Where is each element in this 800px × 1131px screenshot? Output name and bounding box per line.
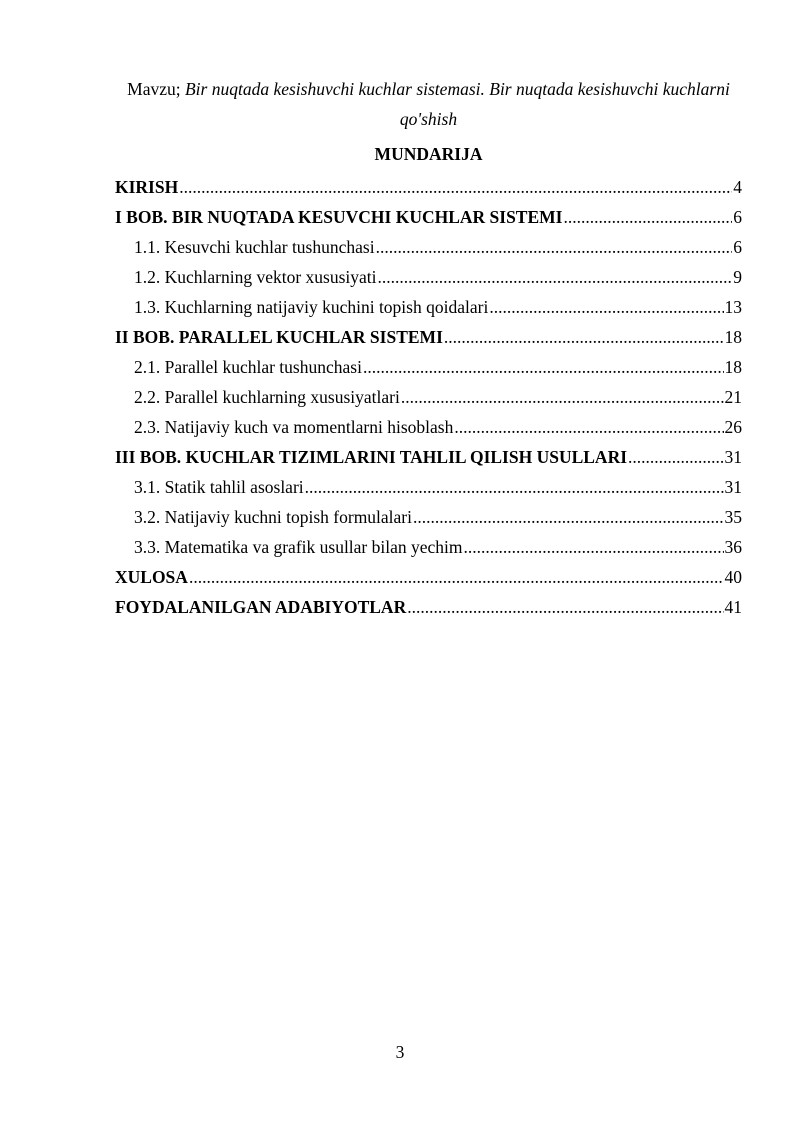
toc-entry[interactable]: [115, 232, 742, 262]
toc-entry-title: 1.1. Kesuvchi kuchlar tushunchasi: [134, 237, 375, 257]
toc-dot-leader: [444, 322, 724, 352]
toc-entry-title: I BOB. BIR NUQTADA KESUVCHI KUCHLAR SISTEMI: [115, 207, 563, 227]
toc-entry[interactable]: [115, 532, 742, 562]
toc-entry[interactable]: [115, 592, 742, 622]
toc-dot-leader: [378, 262, 733, 292]
toc-entry[interactable]: [115, 472, 742, 502]
toc-entry-title: 2.1. Parallel kuchlar tushunchasi: [134, 357, 362, 377]
toc-entry-title: 3.3. Matematika va grafik usullar bilan yechim: [134, 537, 463, 557]
toc-dot-leader: [401, 382, 724, 412]
toc-entry-title: XULOSA: [115, 567, 188, 587]
toc-entry[interactable]: [115, 322, 742, 352]
toc-entry-page: 9: [733, 267, 742, 287]
toc-entry-page: 40: [724, 567, 742, 587]
toc-dot-leader: [563, 202, 732, 232]
toc-entry-page: 26: [724, 417, 742, 437]
toc-entry-title: KIRISH: [115, 177, 179, 197]
toc-dot-leader: [413, 502, 723, 532]
toc-dot-leader: [628, 442, 723, 472]
toc-dot-leader: [376, 232, 733, 262]
toc-entry[interactable]: [115, 502, 742, 532]
table-of-contents: [115, 172, 742, 622]
toc-entry-title: 3.2. Natijaviy kuchni topish formulalari: [134, 507, 413, 527]
toc-dot-leader: [489, 292, 723, 322]
toc-entry-page: 21: [724, 387, 742, 407]
toc-dot-leader: [363, 352, 724, 382]
topic-title: Bir nuqtada kesishuvchi kuchlar sistemasi. Bir nuqtada kesishuvchi kuchlarni qo'shish: [184, 79, 730, 129]
toc-entry-page: 18: [724, 357, 742, 377]
toc-entry-page: 41: [724, 597, 742, 617]
toc-entry[interactable]: [115, 202, 742, 232]
toc-entry[interactable]: [115, 352, 742, 382]
toc-entry[interactable]: [115, 562, 742, 592]
toc-dot-leader: [454, 412, 723, 442]
toc-entry[interactable]: [115, 412, 742, 442]
toc-entry[interactable]: [115, 382, 742, 412]
toc-entry[interactable]: [115, 172, 742, 202]
toc-entry[interactable]: [115, 262, 742, 292]
toc-entry-page: 36: [724, 537, 742, 557]
toc-dot-leader: [189, 562, 724, 592]
toc-entry[interactable]: [115, 442, 742, 472]
toc-entry-page: 18: [724, 327, 742, 347]
toc-entry-page: 13: [724, 297, 742, 317]
topic-prefix: Mavzu;: [127, 79, 185, 99]
toc-dot-leader: [464, 532, 724, 562]
toc-dot-leader: [305, 472, 724, 502]
toc-entry-title: FOYDALANILGAN ADABIYOTLAR: [115, 597, 407, 617]
toc-entry-title: 3.1. Statik tahlil asoslari: [134, 477, 304, 497]
toc-dot-leader: [179, 172, 732, 202]
page-number: 3: [395, 1042, 405, 1062]
toc-entry-page: 6: [733, 207, 742, 227]
toc-entry-page: 31: [724, 447, 742, 467]
topic-line: [115, 74, 742, 134]
toc-entry-page: 35: [724, 507, 742, 527]
toc-entry-title: 1.3. Kuchlarning natijaviy kuchini topish qoidalari: [134, 297, 489, 317]
toc-entry-title: 2.2. Parallel kuchlarning xususiyatlari: [134, 387, 400, 407]
toc-entry-title: 2.3. Natijaviy kuch va momentlarni hisoblash: [134, 417, 454, 437]
toc-entry-title: II BOB. PARALLEL KUCHLAR SISTEMI: [115, 327, 443, 347]
toc-entry-title: 1.2. Kuchlarning vektor xususiyati: [134, 267, 377, 287]
toc-entry-page: 31: [724, 477, 742, 497]
toc-entry-title: III BOB. KUCHLAR TIZIMLARINI TAHLIL QILISH USULLARI: [115, 447, 628, 467]
toc-entry-page: 6: [733, 237, 742, 257]
toc-entry-page: 4: [733, 177, 742, 197]
toc-heading: MUNDARIJA: [374, 144, 483, 164]
toc-dot-leader: [407, 592, 723, 622]
toc-entry[interactable]: [115, 292, 742, 322]
